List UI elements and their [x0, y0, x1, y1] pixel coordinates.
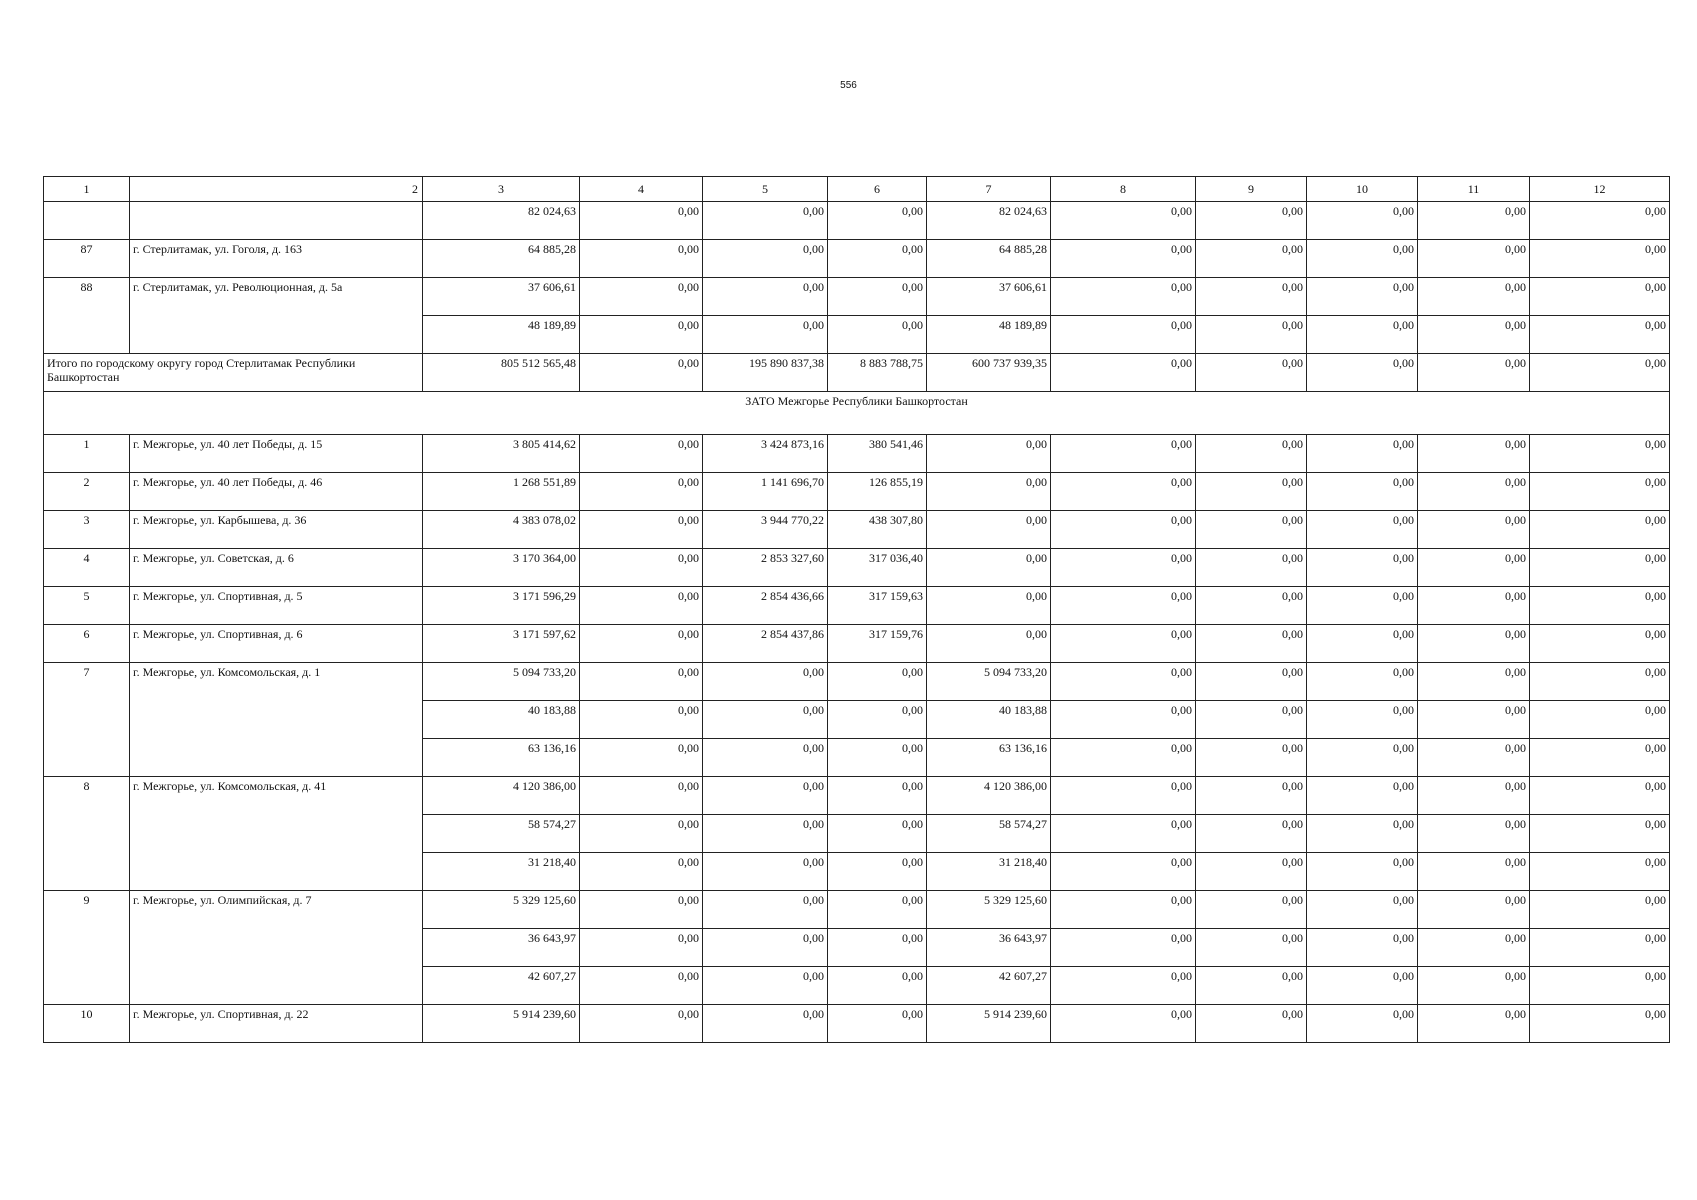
cell-value: 0,00	[703, 777, 828, 815]
cell-value: 4 120 386,00	[423, 777, 580, 815]
cell-value: 0,00	[1307, 777, 1418, 815]
cell-value: 0,00	[1196, 739, 1307, 777]
cell-value: 0,00	[1196, 625, 1307, 663]
cell-value: 40 183,88	[927, 701, 1051, 739]
cell-value: 48 189,89	[927, 316, 1051, 354]
cell-value: 3 805 414,62	[423, 435, 580, 473]
cell-value: 0,00	[580, 202, 703, 240]
total-value: 0,00	[1530, 354, 1670, 392]
row-number: 4	[44, 549, 130, 587]
column-header: 10	[1307, 177, 1418, 202]
cell-value: 36 643,97	[423, 929, 580, 967]
total-value: 0,00	[1051, 354, 1196, 392]
row-number	[44, 739, 130, 777]
row-number: 3	[44, 511, 130, 549]
row-number: 87	[44, 240, 130, 278]
cell-value: 5 329 125,60	[927, 891, 1051, 929]
cell-value: 0,00	[703, 739, 828, 777]
cell-value: 2 854 436,66	[703, 587, 828, 625]
cell-value: 42 607,27	[423, 967, 580, 1005]
cell-value: 0,00	[1196, 815, 1307, 853]
total-value: 805 512 565,48	[423, 354, 580, 392]
cell-value: 0,00	[828, 739, 927, 777]
cell-value: 0,00	[828, 967, 927, 1005]
row-number	[44, 316, 130, 354]
cell-value: 63 136,16	[423, 739, 580, 777]
row-address: г. Межгорье, ул. 40 лет Победы, д. 46	[130, 473, 423, 511]
cell-value: 0,00	[1307, 240, 1418, 278]
row-number: 7	[44, 663, 130, 701]
row-address: г. Стерлитамак, ул. Революционная, д. 5а	[130, 278, 423, 316]
cell-value: 0,00	[1196, 202, 1307, 240]
cell-value: 0,00	[1530, 511, 1670, 549]
cell-value: 63 136,16	[927, 739, 1051, 777]
cell-value: 0,00	[828, 701, 927, 739]
cell-value: 0,00	[1530, 777, 1670, 815]
cell-value: 0,00	[1196, 473, 1307, 511]
cell-value: 438 307,80	[828, 511, 927, 549]
column-header: 3	[423, 177, 580, 202]
row-address: г. Межгорье, ул. Спортивная, д. 5	[130, 587, 423, 625]
column-header: 6	[828, 177, 927, 202]
cell-value: 0,00	[927, 473, 1051, 511]
cell-value: 0,00	[927, 625, 1051, 663]
cell-value: 0,00	[828, 929, 927, 967]
cell-value: 0,00	[1307, 202, 1418, 240]
cell-value: 0,00	[1196, 663, 1307, 701]
cell-value: 0,00	[1530, 891, 1670, 929]
table-row	[44, 202, 1670, 240]
table-row	[44, 587, 1670, 625]
cell-value: 0,00	[1307, 853, 1418, 891]
row-address	[130, 929, 423, 967]
cell-value: 1 268 551,89	[423, 473, 580, 511]
cell-value: 1 141 696,70	[703, 473, 828, 511]
cell-value: 0,00	[1530, 929, 1670, 967]
cell-value: 0,00	[1196, 853, 1307, 891]
cell-value: 0,00	[1051, 435, 1196, 473]
cell-value: 0,00	[580, 891, 703, 929]
cell-value: 0,00	[1530, 663, 1670, 701]
cell-value: 0,00	[1418, 316, 1530, 354]
cell-value: 0,00	[1196, 435, 1307, 473]
cell-value: 0,00	[1530, 587, 1670, 625]
cell-value: 0,00	[1418, 853, 1530, 891]
row-address	[130, 202, 423, 240]
cell-value: 0,00	[580, 663, 703, 701]
cell-value: 0,00	[1196, 278, 1307, 316]
cell-value: 0,00	[703, 701, 828, 739]
cell-value: 0,00	[1418, 663, 1530, 701]
cell-value: 5 914 239,60	[423, 1005, 580, 1043]
cell-value: 3 171 596,29	[423, 587, 580, 625]
cell-value: 0,00	[1530, 815, 1670, 853]
row-number	[44, 853, 130, 891]
cell-value: 0,00	[1307, 549, 1418, 587]
cell-value: 0,00	[1307, 316, 1418, 354]
cell-value: 0,00	[828, 278, 927, 316]
cell-value: 0,00	[580, 701, 703, 739]
cell-value: 0,00	[828, 1005, 927, 1043]
cell-value: 0,00	[1418, 701, 1530, 739]
row-number: 6	[44, 625, 130, 663]
cell-value: 0,00	[1530, 1005, 1670, 1043]
table-row	[44, 316, 1670, 354]
cell-value: 0,00	[703, 1005, 828, 1043]
cell-value: 0,00	[1530, 739, 1670, 777]
row-address	[130, 739, 423, 777]
cell-value: 0,00	[1051, 891, 1196, 929]
row-number	[44, 967, 130, 1005]
table-row	[44, 278, 1670, 316]
cell-value: 0,00	[828, 316, 927, 354]
cell-value: 317 036,40	[828, 549, 927, 587]
row-address: г. Межгорье, ул. Спортивная, д. 22	[130, 1005, 423, 1043]
cell-value: 0,00	[828, 240, 927, 278]
cell-value: 0,00	[703, 929, 828, 967]
row-address	[130, 316, 423, 354]
cell-value: 0,00	[1530, 549, 1670, 587]
table-row	[44, 625, 1670, 663]
cell-value: 0,00	[1051, 739, 1196, 777]
cell-value: 0,00	[1418, 587, 1530, 625]
table-row	[44, 815, 1670, 853]
cell-value: 0,00	[580, 1005, 703, 1043]
row-number	[44, 202, 130, 240]
cell-value: 0,00	[1418, 891, 1530, 929]
cell-value: 0,00	[703, 316, 828, 354]
table-row	[44, 777, 1670, 815]
cell-value: 0,00	[1051, 815, 1196, 853]
cell-value: 0,00	[1196, 316, 1307, 354]
table-row	[44, 663, 1670, 701]
cell-value: 0,00	[1418, 278, 1530, 316]
cell-value: 4 120 386,00	[927, 777, 1051, 815]
cell-value: 0,00	[828, 202, 927, 240]
section-row	[44, 392, 1670, 435]
cell-value: 0,00	[580, 587, 703, 625]
cell-value: 0,00	[703, 967, 828, 1005]
cell-value: 0,00	[1051, 511, 1196, 549]
row-number: 10	[44, 1005, 130, 1043]
row-address: г. Межгорье, ул. Комсомольская, д. 1	[130, 663, 423, 701]
cell-value: 31 218,40	[927, 853, 1051, 891]
cell-value: 0,00	[1418, 435, 1530, 473]
cell-value: 0,00	[580, 625, 703, 663]
table-row	[44, 473, 1670, 511]
cell-value: 0,00	[1196, 777, 1307, 815]
cell-value: 0,00	[1051, 587, 1196, 625]
cell-value: 0,00	[580, 815, 703, 853]
column-header: 9	[1196, 177, 1307, 202]
table-row	[44, 435, 1670, 473]
cell-value: 0,00	[580, 473, 703, 511]
cell-value: 36 643,97	[927, 929, 1051, 967]
cell-value: 0,00	[1418, 240, 1530, 278]
table-body	[44, 177, 1670, 1043]
cell-value: 0,00	[1307, 587, 1418, 625]
total-value: 600 737 939,35	[927, 354, 1051, 392]
cell-value: 0,00	[580, 511, 703, 549]
cell-value: 0,00	[1307, 815, 1418, 853]
cell-value: 0,00	[1051, 202, 1196, 240]
cell-value: 2 854 437,86	[703, 625, 828, 663]
column-header: 12	[1530, 177, 1670, 202]
row-address	[130, 815, 423, 853]
cell-value: 3 171 597,62	[423, 625, 580, 663]
cell-value: 0,00	[1307, 278, 1418, 316]
cell-value: 48 189,89	[423, 316, 580, 354]
cell-value: 3 170 364,00	[423, 549, 580, 587]
cell-value: 0,00	[1051, 853, 1196, 891]
cell-value: 0,00	[1051, 316, 1196, 354]
cell-value: 3 424 873,16	[703, 435, 828, 473]
cell-value: 0,00	[1530, 853, 1670, 891]
cell-value: 0,00	[1196, 701, 1307, 739]
total-value: 0,00	[580, 354, 703, 392]
cell-value: 0,00	[580, 278, 703, 316]
cell-value: 0,00	[1051, 967, 1196, 1005]
row-number: 1	[44, 435, 130, 473]
cell-value: 5 094 733,20	[927, 663, 1051, 701]
row-address	[130, 701, 423, 739]
row-number	[44, 929, 130, 967]
table-row	[44, 929, 1670, 967]
cell-value: 0,00	[1196, 240, 1307, 278]
cell-value: 4 383 078,02	[423, 511, 580, 549]
cell-value: 0,00	[1051, 240, 1196, 278]
cell-value: 0,00	[580, 240, 703, 278]
total-value: 0,00	[1418, 354, 1530, 392]
table-row	[44, 853, 1670, 891]
cell-value: 0,00	[580, 739, 703, 777]
column-header: 8	[1051, 177, 1196, 202]
cell-value: 5 329 125,60	[423, 891, 580, 929]
cell-value: 58 574,27	[423, 815, 580, 853]
table-row	[44, 549, 1670, 587]
cell-value: 5 914 239,60	[927, 1005, 1051, 1043]
cell-value: 0,00	[1530, 316, 1670, 354]
cell-value: 0,00	[1418, 511, 1530, 549]
cell-value: 0,00	[580, 777, 703, 815]
cell-value: 126 855,19	[828, 473, 927, 511]
cell-value: 0,00	[1307, 435, 1418, 473]
total-row	[44, 354, 1670, 392]
cell-value: 0,00	[1196, 587, 1307, 625]
cell-value: 0,00	[1307, 891, 1418, 929]
row-address	[130, 853, 423, 891]
row-address: г. Межгорье, ул. Спортивная, д. 6	[130, 625, 423, 663]
row-address: г. Межгорье, ул. Карбышева, д. 36	[130, 511, 423, 549]
cell-value: 0,00	[703, 202, 828, 240]
cell-value: 0,00	[1196, 549, 1307, 587]
cell-value: 0,00	[1530, 278, 1670, 316]
cell-value: 0,00	[1307, 929, 1418, 967]
column-header: 7	[927, 177, 1051, 202]
cell-value: 0,00	[580, 929, 703, 967]
page-number: 556	[840, 80, 857, 91]
table-row	[44, 967, 1670, 1005]
total-value: 0,00	[1196, 354, 1307, 392]
column-header: 2	[130, 177, 423, 202]
column-header: 1	[44, 177, 130, 202]
section-title: ЗАТО Межгорье Республики Башкортостан	[44, 392, 1670, 435]
cell-value: 317 159,76	[828, 625, 927, 663]
cell-value: 0,00	[1307, 625, 1418, 663]
cell-value: 0,00	[1530, 240, 1670, 278]
data-table	[43, 176, 1670, 1043]
cell-value: 0,00	[703, 853, 828, 891]
row-number	[44, 701, 130, 739]
table-row	[44, 739, 1670, 777]
cell-value: 82 024,63	[423, 202, 580, 240]
cell-value: 0,00	[1051, 473, 1196, 511]
cell-value: 0,00	[1051, 625, 1196, 663]
row-number: 88	[44, 278, 130, 316]
cell-value: 0,00	[1307, 663, 1418, 701]
cell-value: 42 607,27	[927, 967, 1051, 1005]
cell-value: 0,00	[1307, 511, 1418, 549]
cell-value: 3 944 770,22	[703, 511, 828, 549]
cell-value: 0,00	[1530, 435, 1670, 473]
cell-value: 0,00	[927, 587, 1051, 625]
row-address: г. Межгорье, ул. Комсомольская, д. 41	[130, 777, 423, 815]
cell-value: 0,00	[1530, 625, 1670, 663]
column-header: 11	[1418, 177, 1530, 202]
cell-value: 2 853 327,60	[703, 549, 828, 587]
cell-value: 0,00	[580, 967, 703, 1005]
cell-value: 0,00	[580, 549, 703, 587]
cell-value: 0,00	[1418, 777, 1530, 815]
cell-value: 0,00	[1051, 278, 1196, 316]
cell-value: 0,00	[1051, 701, 1196, 739]
cell-value: 0,00	[1051, 549, 1196, 587]
cell-value: 0,00	[1418, 202, 1530, 240]
cell-value: 0,00	[1051, 777, 1196, 815]
cell-value: 64 885,28	[927, 240, 1051, 278]
row-number: 8	[44, 777, 130, 815]
cell-value: 0,00	[580, 853, 703, 891]
cell-value: 0,00	[1307, 967, 1418, 1005]
table-row	[44, 240, 1670, 278]
cell-value: 0,00	[927, 511, 1051, 549]
cell-value: 0,00	[1418, 929, 1530, 967]
column-header: 5	[703, 177, 828, 202]
cell-value: 0,00	[1418, 739, 1530, 777]
cell-value: 0,00	[828, 891, 927, 929]
cell-value: 0,00	[927, 435, 1051, 473]
total-value: 0,00	[1307, 354, 1418, 392]
row-address: г. Межгорье, ул. Советская, д. 6	[130, 549, 423, 587]
cell-value: 0,00	[1418, 815, 1530, 853]
cell-value: 0,00	[828, 815, 927, 853]
cell-value: 0,00	[703, 891, 828, 929]
cell-value: 0,00	[1051, 663, 1196, 701]
cell-value: 0,00	[703, 815, 828, 853]
row-number	[44, 815, 130, 853]
row-address	[130, 967, 423, 1005]
cell-value: 0,00	[580, 316, 703, 354]
table-row	[44, 1005, 1670, 1043]
cell-value: 0,00	[927, 549, 1051, 587]
cell-value: 0,00	[1418, 549, 1530, 587]
cell-value: 0,00	[1307, 701, 1418, 739]
cell-value: 380 541,46	[828, 435, 927, 473]
cell-value: 0,00	[1196, 1005, 1307, 1043]
cell-value: 0,00	[1196, 891, 1307, 929]
cell-value: 0,00	[703, 663, 828, 701]
cell-value: 0,00	[1051, 1005, 1196, 1043]
table-row	[44, 511, 1670, 549]
cell-value: 0,00	[1418, 625, 1530, 663]
row-address: г. Межгорье, ул. 40 лет Победы, д. 15	[130, 435, 423, 473]
total-value: 195 890 837,38	[703, 354, 828, 392]
row-address: г. Межгорье, ул. Олимпийская, д. 7	[130, 891, 423, 929]
cell-value: 0,00	[1530, 701, 1670, 739]
cell-value: 0,00	[1530, 473, 1670, 511]
cell-value: 0,00	[828, 663, 927, 701]
row-number: 5	[44, 587, 130, 625]
cell-value: 40 183,88	[423, 701, 580, 739]
cell-value: 0,00	[828, 777, 927, 815]
row-number: 2	[44, 473, 130, 511]
cell-value: 31 218,40	[423, 853, 580, 891]
row-address: г. Стерлитамак, ул. Гоголя, д. 163	[130, 240, 423, 278]
cell-value: 0,00	[1418, 473, 1530, 511]
cell-value: 0,00	[1418, 967, 1530, 1005]
column-header-row	[44, 177, 1670, 202]
cell-value: 64 885,28	[423, 240, 580, 278]
cell-value: 317 159,63	[828, 587, 927, 625]
cell-value: 0,00	[1530, 967, 1670, 1005]
cell-value: 0,00	[1307, 473, 1418, 511]
row-number: 9	[44, 891, 130, 929]
cell-value: 0,00	[703, 278, 828, 316]
table-row	[44, 891, 1670, 929]
cell-value: 5 094 733,20	[423, 663, 580, 701]
cell-value: 82 024,63	[927, 202, 1051, 240]
cell-value: 0,00	[1307, 1005, 1418, 1043]
cell-value: 0,00	[1051, 929, 1196, 967]
total-label: Итого по городскому округу город Стерлитамак Республики Башкортостан	[44, 354, 423, 392]
cell-value: 0,00	[703, 240, 828, 278]
cell-value: 0,00	[1196, 929, 1307, 967]
cell-value: 0,00	[580, 435, 703, 473]
cell-value: 0,00	[1530, 202, 1670, 240]
cell-value: 37 606,61	[423, 278, 580, 316]
cell-value: 0,00	[1418, 1005, 1530, 1043]
cell-value: 0,00	[828, 853, 927, 891]
column-header: 4	[580, 177, 703, 202]
cell-value: 0,00	[1307, 739, 1418, 777]
cell-value: 0,00	[1196, 511, 1307, 549]
cell-value: 0,00	[1196, 967, 1307, 1005]
cell-value: 37 606,61	[927, 278, 1051, 316]
total-value: 8 883 788,75	[828, 354, 927, 392]
table-row	[44, 701, 1670, 739]
cell-value: 58 574,27	[927, 815, 1051, 853]
